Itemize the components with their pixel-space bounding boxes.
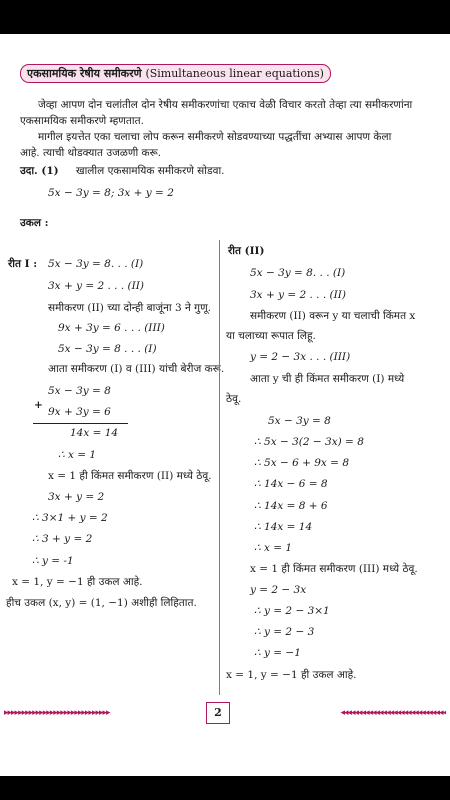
method2-line: ∴ x = 1	[254, 542, 293, 554]
method2-label: रीत (II)	[228, 245, 265, 257]
method2-line: ∴ 5x − 6 + 9x = 8	[254, 457, 350, 469]
method1-line: 5x − 3y = 8 . . . (I)	[58, 343, 157, 355]
section-heading	[20, 64, 331, 83]
method2-line: समीकरण (II) वरून y या चलाची किंमत x	[250, 310, 416, 322]
method2-line: ∴ y = −1	[254, 647, 301, 659]
method2-line: ∴ 14x = 14	[254, 521, 313, 533]
heading-english: (Simultaneous linear equations)	[145, 67, 324, 80]
method2-line: 5x − 3y = 8. . . (I)	[250, 267, 346, 279]
page-number: 2	[206, 702, 230, 724]
method1-line: 5x − 3y = 8. . . (I)	[48, 258, 144, 270]
right-arrow-border: ◂◂◂◂◂◂◂◂◂◂◂◂◂◂◂◂◂◂◂◂◂◂◂◂◂◂◂◂◂◂	[340, 708, 446, 718]
method1-line: हीच उकल (x, y) = (1, −1) अशीही लिहितात.	[6, 597, 197, 609]
method2-line: या चलाच्या रूपात लिहू.	[226, 330, 316, 342]
solution-label: उकल :	[20, 217, 49, 229]
method1-label: रीत I :	[8, 258, 38, 270]
method2-line: आता y ची ही किंमत समीकरण (I) मध्ये	[250, 373, 405, 385]
intro-line: आहे. त्याची थोडक्यात उजळणी करू.	[20, 147, 162, 159]
intro-line: एकसामयिक समीकरणे म्हणतात.	[20, 115, 144, 127]
method2-line: y = 2 − 3x	[250, 584, 307, 596]
method2-line: ∴ y = 2 − 3	[254, 626, 315, 638]
method2-line: ∴ 14x − 6 = 8	[254, 478, 328, 490]
heading-marathi: एकसामयिक रेषीय समीकरणे	[27, 67, 142, 80]
method1-line: ∴ y = -1	[32, 555, 74, 567]
method2-line: ठेवू.	[226, 393, 242, 405]
method1-line: x = 1, y = −1 ही उकल आहे.	[12, 576, 143, 588]
navigation-bar	[0, 776, 450, 800]
method2-line: y = 2 − 3x . . . (III)	[250, 351, 351, 363]
status-bar	[0, 0, 450, 34]
intro-line: जेव्हा आपण दोन चलांतील दोन रेषीय समीकरणांचा एकाच वेळी विचार करतो तेव्हा त्या समीकरणांना	[38, 99, 413, 111]
method2-line: 5x − 3y = 8	[268, 415, 331, 427]
column-divider	[219, 240, 220, 695]
method1-line: ∴ x = 1	[58, 449, 97, 461]
method1-line: x = 1 ही किंमत समीकरण (II) मध्ये ठेवू.	[48, 470, 212, 482]
method1-line: आता समीकरण (I) व (III) यांची बेरीज करू.	[48, 363, 225, 375]
method1-line: 3x + y = 2 . . . (II)	[48, 280, 145, 292]
plus-sign: +	[34, 399, 43, 411]
method2-line: ∴ 14x = 8 + 6	[254, 500, 328, 512]
example-text: खालील एकसामयिक समीकरणे सोडवा.	[76, 165, 225, 177]
method1-line: 9x + 3y = 6 . . . (III)	[58, 322, 165, 334]
method1-line: 3x + y = 2	[48, 491, 105, 503]
method1-line: 9x + 3y = 6	[48, 406, 111, 418]
intro-line: मागील इयत्तेत एका चलाचा लोप करून समीकरणे सोडवण्याच्या पद्धतींचा अभ्यास आपण केला	[38, 131, 392, 143]
example-equation: 5x − 3y = 8; 3x + y = 2	[48, 187, 174, 199]
method2-line: x = 1 ही किंमत समीकरण (III) मध्ये ठेवू.	[250, 563, 418, 575]
method1-line: 5x − 3y = 8	[48, 385, 111, 397]
method2-line: x = 1, y = −1 ही उकल आहे.	[226, 669, 357, 681]
method2-line: 3x + y = 2 . . . (II)	[250, 289, 347, 301]
method1-line: ∴ 3 + y = 2	[32, 533, 93, 545]
method1-line: ∴ 3×1 + y = 2	[32, 512, 108, 524]
example-label: उदा. (1)	[20, 165, 59, 177]
method2-line: ∴ y = 2 − 3×1	[254, 605, 330, 617]
method1-line: समीकरण (II) च्या दोन्ही बाजूंना 3 ने गुणू.	[48, 302, 211, 314]
method1-line: 14x = 14	[70, 427, 119, 439]
page-footer	[0, 700, 450, 726]
sum-divider	[33, 423, 128, 424]
left-arrow-border: ▸▸▸▸▸▸▸▸▸▸▸▸▸▸▸▸▸▸▸▸▸▸▸▸▸▸▸▸▸▸	[4, 708, 110, 718]
method2-line: ∴ 5x − 3(2 − 3x) = 8	[254, 436, 364, 448]
